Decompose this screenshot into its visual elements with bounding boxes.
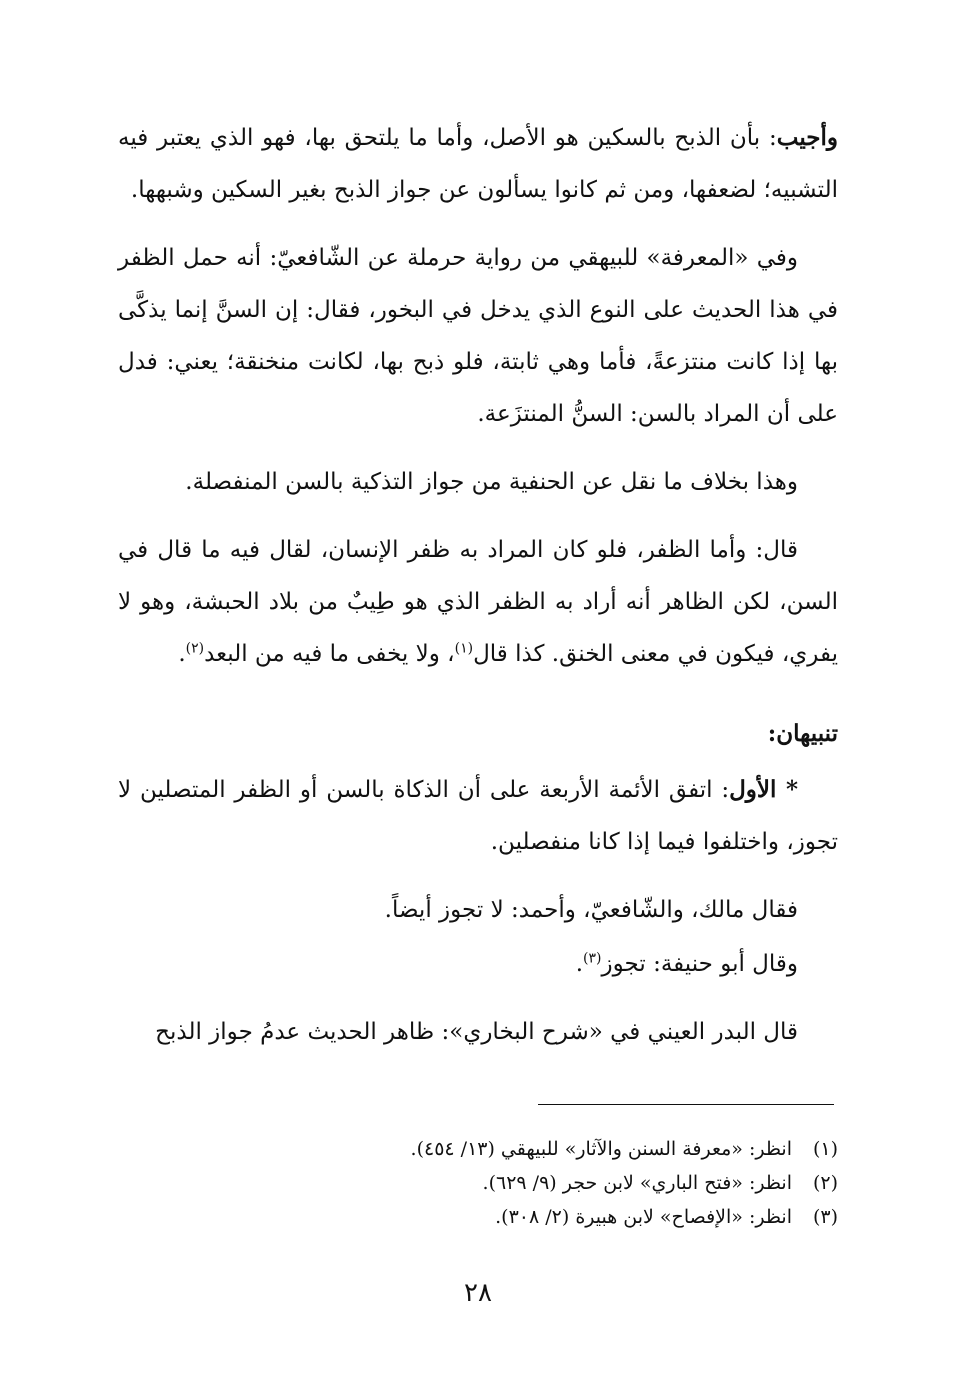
answer-lead: وأجيب [776,124,838,151]
footnote-1 [118,1132,838,1166]
zufur-mid: ، ولا يخفى ما فيه من البعد [204,641,455,667]
marifa-text: وفي «المعرفة» للبيهقي من رواية حرملة عن الشّافعيّ: أنه حمل الظفر في هذا الحديث على النوع الذي يدخل في البخور، فقال: إن السنَّ إنما يذكَّى بها إذا كانت منتزعةً، فأما وهي ثابتة، فلو ذبح بها، لكانت منخنقة؛ يعني: فدل على أن المراد بالسن: السنُّ المنتزَعة. [118,245,838,427]
footnote-2 [118,1166,838,1200]
paragraph-answer [118,112,838,216]
footnote-text: انظر: «فتح الباري» لابن حجر (٩/ ٦٢٩). [482,1172,792,1194]
hanafi-text: وهذا بخلاف ما نقل عن الحنفية من جواز التذكية بالسن المنفصلة. [185,469,798,495]
footnote-text: انظر: «الإفصاح» لابن هبيرة (٢/ ٣٠٨). [495,1206,792,1228]
paragraph-marifa [118,232,838,440]
first-lead: * الأول [729,776,798,803]
footnote-divider [538,1104,834,1105]
paragraph-hanafi [118,456,838,508]
paragraph-zufur [118,524,838,680]
main-text [118,112,838,1074]
answer-text: : بأن الذبح بالسكين هو الأصل، وأما ما يلتحق بها، فهو الذي يعتبر فيه التشبيه؛ لضعفها، ومن ثم كانوا يسألون عن جواز الذبح بغير السكين وشبهها. [118,125,838,203]
footnote-ref-2[interactable]: (٢) [185,640,205,657]
page-number: ٢٨ [464,1278,492,1308]
paragraph-malik: فقال مالك، والشّافعيّ، وأحمد: لا تجوز أيضاً. [384,897,798,923]
footnote-number: (١) [812,1138,838,1160]
zufur-tail: . [178,641,186,667]
footnote-text: انظر: «معرفة السنن والآثار» للبيهقي (١٣/ ٤٥٤). [410,1138,792,1160]
footnote-number: (٢) [812,1172,838,1194]
paragraph-first [118,764,838,868]
paragraph-badr: قال البدر العيني في «شرح البخاري»: ظاهر الحديث عدمُ جواز الذبح [155,1019,798,1045]
footnote-number: (٣) [812,1206,838,1228]
footnote-ref-1[interactable]: (١) [454,640,474,657]
footnotes [118,1132,838,1234]
footnote-3 [118,1200,838,1234]
section-heading: تنبيهان: [767,720,838,747]
footnote-ref-3[interactable]: (٣) [583,950,602,967]
first-text: : اتفق الأئمة الأربعة على أن الذكاة بالسن أو الظفر المتصلين لا تجوز، واختلفوا فيما إذا كانا منفصلين. [118,777,838,855]
zufur-text: قال: وأما الظفر، فلو كان المراد به ظفر الإنسان، لقال فيه ما قال في السن، لكن الظاهر أنه أراد به الظفر الذي هو طِيبٌ من بلاد الحبشة، وهو لا يفري، فيكون في معنى الخنق. كذا قال [118,537,838,667]
abuhanifa-text: وقال أبو حنيفة: تجوز [601,951,798,977]
abuhanifa-tail: . [575,951,584,977]
paragraph-abuhanifa [118,938,838,990]
